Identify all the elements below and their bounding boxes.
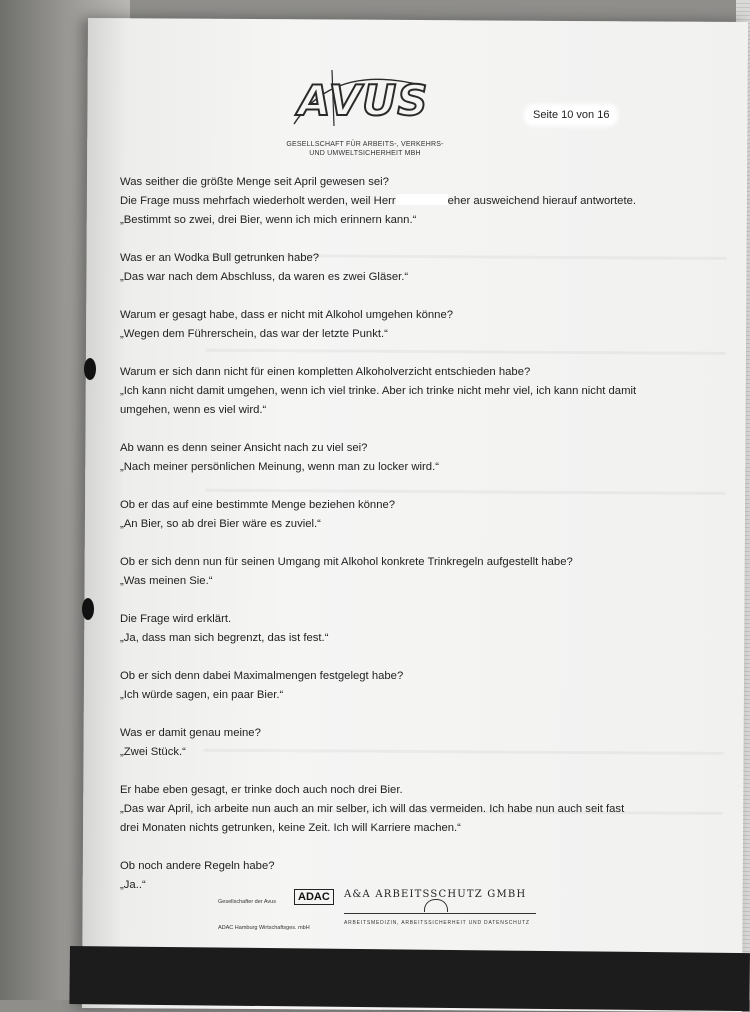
qa-block xyxy=(120,724,640,762)
answer: „Bestimmt so zwei, drei Bier, wenn ich mich erinnern kann.“ xyxy=(120,214,417,226)
answer: „Ja, dass man sich begrenzt, das ist fest.“ xyxy=(120,632,329,644)
adac-company: ADAC Hamburg Wirtschaftsges. mbH xyxy=(218,925,310,931)
answer: „Ich würde sagen, ein paar Bier.“ xyxy=(120,689,284,701)
question: Die Frage wird erklärt. xyxy=(120,613,232,625)
question-part: Die Frage muss mehrfach wiederholt werden, weil Herr xyxy=(120,195,396,207)
qa-block xyxy=(120,173,640,192)
answer: drei Monaten nichts getrunken, keine Zeit. Ich will Karriere machen.“ xyxy=(120,822,461,834)
logo-subtitle xyxy=(280,140,450,158)
question: Was er an Wodka Bull getrunken habe? xyxy=(120,252,320,264)
qa-block xyxy=(120,781,640,838)
aa-company-subtitle: ARBEITSMEDIZIN, ARBEITSSICHERHEIT UND DATENSCHUTZ xyxy=(344,920,530,926)
redacted-name xyxy=(396,194,448,205)
logo-subtitle-line1: GESELLSCHAFT FÜR ARBEITS-, VERKEHRS- xyxy=(286,141,444,148)
logo-wordmark: AVUS xyxy=(298,76,429,125)
qa-block xyxy=(120,667,640,705)
answer: umgehen, wenn es viel wird.“ xyxy=(120,404,267,416)
question: Ob er sich denn dabei Maximalmengen festgelegt habe? xyxy=(120,670,404,682)
adac-logo: ADAC xyxy=(294,889,334,905)
interview-transcript xyxy=(120,173,640,914)
qa-block xyxy=(120,610,640,648)
question: Ab wann es denn seiner Ansicht nach zu viel sei? xyxy=(120,442,368,454)
question: Er habe eben gesagt, er trinke doch auch noch drei Bier. xyxy=(120,784,403,796)
answer: „Nach meiner persönlichen Meinung, wenn man zu locker wird.“ xyxy=(120,461,439,473)
qa-block xyxy=(120,496,640,534)
qa-block xyxy=(120,249,640,287)
question: Ob noch andere Regeln habe? xyxy=(120,860,275,872)
qa-block xyxy=(120,553,640,591)
answer: „Wegen dem Führerschein, das war der letzte Punkt.“ xyxy=(120,328,388,340)
punch-hole xyxy=(84,358,96,380)
qa-block xyxy=(120,363,640,420)
question xyxy=(120,192,640,211)
page-footer xyxy=(210,885,540,933)
answer: „Ich kann nicht damit umgehen, wenn ich viel trinke. Aber ich trinke nicht mehr viel, ich kann nicht damit xyxy=(120,385,637,397)
question: Ob er sich denn nun für seinen Umgang mit Alkohol konkrete Trinkregeln aufgestellt habe? xyxy=(120,556,573,568)
arch-logo-icon xyxy=(424,899,448,912)
question: Was seither die größte Menge seit April gewesen sei? xyxy=(120,176,389,188)
partner-label: Gesellschafter der Avus xyxy=(218,899,276,905)
qa-block xyxy=(120,192,640,230)
punch-hole xyxy=(82,598,94,620)
answer: „Das war April, ich arbeite nun auch an mir selber, ich will das vermeiden. Ich habe nun auch seit fast xyxy=(120,803,625,815)
qa-block xyxy=(120,306,640,344)
question: Warum er sich dann nicht für einen kompletten Alkoholverzicht entschieden habe? xyxy=(120,366,531,378)
logo-subtitle-line2: UND UMWELTSICHERHEIT MBH xyxy=(309,150,421,157)
answer: „An Bier, so ab drei Bier wäre es zuviel.“ xyxy=(120,518,321,530)
qa-block xyxy=(120,439,640,477)
avus-logo xyxy=(280,70,450,160)
answer: „Zwei Stück.“ xyxy=(120,746,186,758)
footer-divider xyxy=(344,913,536,914)
answer: „Das war nach dem Abschluss, da waren es zwei Gläser.“ xyxy=(120,271,409,283)
question: Ob er das auf eine bestimmte Menge beziehen könne? xyxy=(120,499,396,511)
answer: „Was meinen Sie.“ xyxy=(120,575,213,587)
page-number: Seite 10 von 16 xyxy=(527,107,615,123)
aa-company-title: A&A ARBEITSSCHUTZ GMBH xyxy=(344,889,527,900)
question: Warum er gesagt habe, dass er nicht mit Alkohol umgehen könne? xyxy=(120,309,454,321)
question-part: eher ausweichend hierauf antwortete. xyxy=(447,195,637,207)
dark-surface-edge xyxy=(69,946,750,1011)
question: Was er damit genau meine? xyxy=(120,727,261,739)
answer: „Ja..“ xyxy=(120,879,146,891)
